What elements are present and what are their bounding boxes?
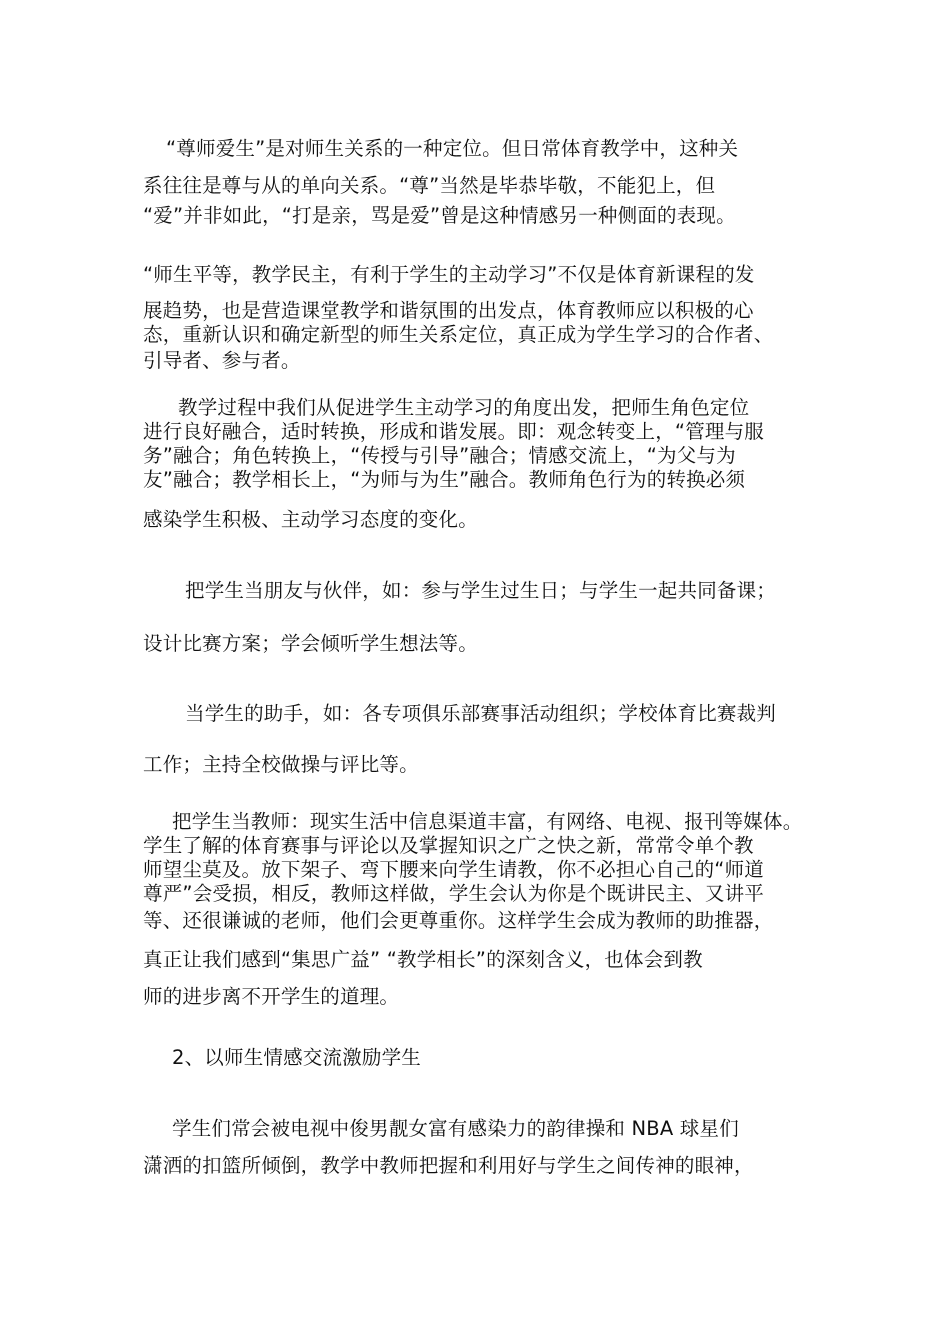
text-line: 真正让我们感到“集思广益” “教学相长”的深刻含义，也体会到教 — [143, 948, 703, 971]
text-line: 学生们常会被电视中俊男靓女富有感染力的韵律操和 NBA 球星们 — [172, 1117, 739, 1140]
text-line: 当学生的助手，如：各专项俱乐部赛事活动组织；学校体育比赛裁判 — [185, 702, 777, 725]
text-line: 进行良好融合，适时转换，形成和谐发展。即：观念转变上，“管理与服 — [143, 420, 765, 443]
text-line: “师生平等，教学民主，有利于学生的主动学习”不仅是体育新课程的发 — [143, 263, 755, 286]
text-line: “爱”并非如此，“打是亲，骂是爱”曾是这种情感另一种侧面的表现。 — [143, 204, 736, 227]
section-heading: 2、以师生情感交流激励学生 — [172, 1046, 422, 1069]
text-line: 师望尘莫及。放下架子、弯下腰来向学生请教，你不必担心自己的“师道 — [143, 858, 765, 881]
text-line: 潇洒的扣篮所倾倒，教学中教师把握和利用好与学生之间传神的眼神， — [143, 1154, 754, 1177]
text-line: 友”融合；教学相长上，“为师与为生”融合。教师角色行为的转换必须 — [143, 468, 746, 491]
text-line: 态，重新认识和确定新型的师生关系定位，真正成为学生学习的合作者、 — [143, 323, 774, 346]
text-line: 学生了解的体育赛事与评论以及掌握知识之广之快之新，常常令单个教 — [143, 834, 754, 857]
text-line: “尊师爱生”是对师生关系的一种定位。但日常体育教学中，这种关 — [166, 137, 739, 160]
text-line: 系往往是尊与从的单向关系。“尊”当然是毕恭毕敬，不能犯上，但 — [143, 174, 716, 197]
text-line: 把学生当朋友与伙伴，如：参与学生过生日；与学生一起共同备课； — [185, 579, 777, 602]
text-line: 把学生当教师：现实生活中信息渠道丰富，有网络、电视、报刊等媒体。 — [172, 810, 803, 833]
text-line: 引导者、参与者。 — [143, 349, 301, 372]
text-line: 尊严”会受损，相反，教师这样做，学生会认为你是个既讲民主、又讲平 — [143, 882, 765, 905]
text-line: 设计比赛方案；学会倾听学生想法等。 — [143, 632, 478, 655]
text-line: 工作；主持全校做操与评比等。 — [143, 753, 419, 776]
text-line: 师的进步离不开学生的道理。 — [143, 985, 400, 1008]
text-line: 务”融合；角色转换上，“传授与引导”融合；情感交流上，“为父与为 — [143, 444, 736, 467]
text-line: 教学过程中我们从促进学生主动学习的角度出发，把师生角色定位 — [178, 396, 750, 419]
text-line: 感染学生积极、主动学习态度的变化。 — [143, 508, 478, 531]
text-line: 展趋势，也是营造课堂教学和谐氛围的出发点，体育教师应以积极的心 — [143, 299, 754, 322]
text-line: 等、还很谦诚的老师，他们会更尊重你。这样学生会成为教师的助推器， — [143, 909, 774, 932]
